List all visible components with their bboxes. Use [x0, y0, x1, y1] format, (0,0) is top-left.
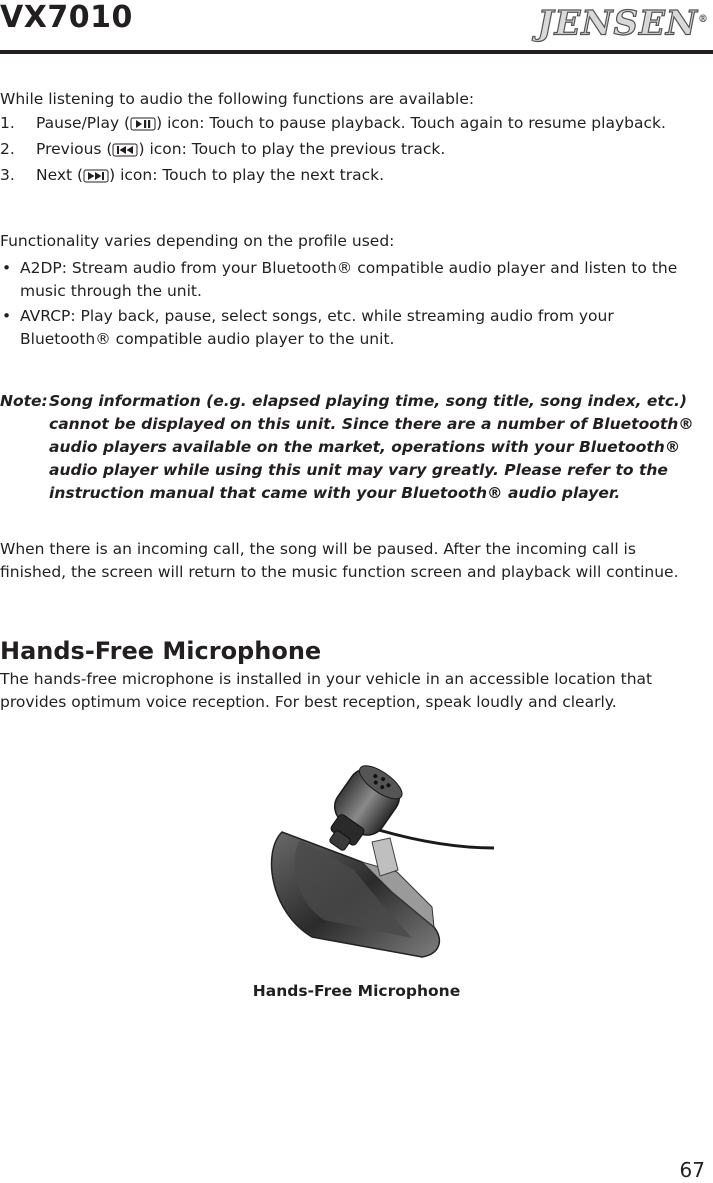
header-rule — [0, 50, 713, 54]
function-text-before: Pause/Play ( — [36, 114, 131, 132]
registered-mark: ® — [698, 14, 709, 25]
profile-item-avrcp — [0, 305, 700, 351]
function-list — [0, 112, 713, 190]
bullet: • — [2, 307, 12, 325]
page-header — [0, 0, 713, 56]
function-item-previous — [0, 138, 713, 161]
profile-text: A2DP: Stream audio from your Bluetooth® compatible audio player and listen to the music through the unit. — [20, 259, 678, 300]
list-number: 2. — [0, 140, 15, 158]
hands-free-text: The hands-free microphone is installed in your vehicle in an accessible location that provides optimum voice reception. For best reception, speak loudly and clearly. — [0, 670, 653, 711]
brand-logo — [537, 2, 709, 44]
next-track-icon — [83, 167, 109, 181]
profile-list — [0, 257, 700, 353]
note-label: Note: — [0, 392, 48, 410]
play-pause-icon — [130, 115, 156, 129]
hands-free-microphone-photo — [222, 742, 494, 974]
section-heading: Hands-Free Microphone — [0, 637, 322, 665]
profile-text: AVRCP: Play back, pause, select songs, etc. while streaming audio from your Bluetooth® compatible audio player to the unit. — [20, 307, 614, 348]
intro-text: While listening to audio the following functions are available: — [0, 90, 475, 108]
note-block — [0, 390, 713, 505]
profile-item-a2dp — [0, 257, 700, 303]
function-text-before: Next ( — [36, 166, 84, 184]
brand-logo-text: JENSEN — [537, 3, 698, 44]
previous-track-icon — [112, 141, 138, 155]
note-text: Song information (e.g. elapsed playing time, song title, song index, etc.) cannot be displayed on this unit. Since there are a number of Bluetooth® audio players available on the market, operations with your Bluetooth® audio player while using this unit may vary greatly. Please refer to the instruction manual that came with your Bluetooth® audio player. — [49, 392, 694, 502]
incoming-call-text: When there is an incoming call, the song will be paused. After the incoming call is finished, the screen will return to the music function screen and playback will continue. — [0, 540, 679, 581]
list-number: 1. — [0, 114, 15, 132]
function-text-before: Previous ( — [36, 140, 113, 158]
profile-intro: Functionality varies depending on the profile used: — [0, 232, 395, 250]
bullet: • — [2, 259, 12, 277]
function-text-after: ) icon: Touch to pause playback. Touch again to resume playback. — [156, 114, 666, 132]
list-number: 3. — [0, 166, 15, 184]
function-text-after: ) icon: Touch to play the next track. — [109, 166, 384, 184]
page-number: 67 — [679, 1158, 705, 1182]
model-name: VX7010 — [0, 0, 133, 35]
function-item-next — [0, 164, 713, 187]
figure-caption: Hands-Free Microphone — [252, 982, 461, 1000]
function-text-after: ) icon: Touch to play the previous track. — [138, 140, 446, 158]
function-item-play-pause — [0, 112, 713, 135]
